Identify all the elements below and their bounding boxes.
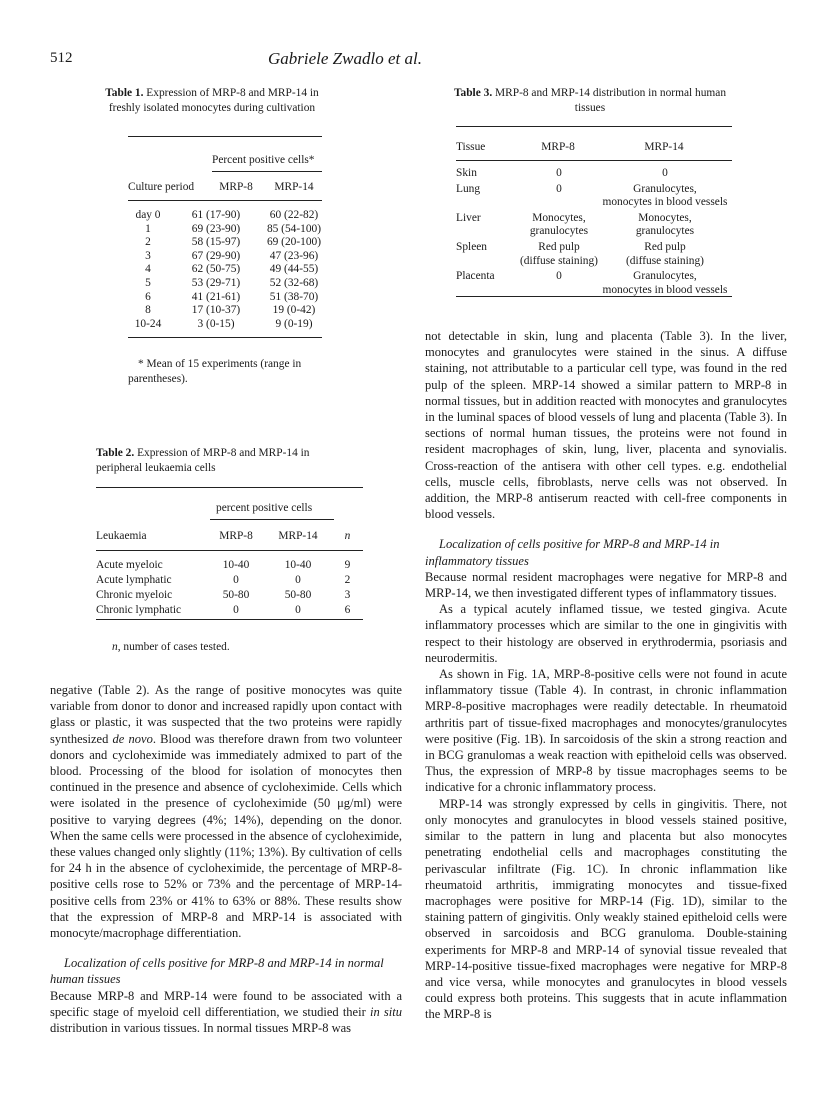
- table1-label: Table 1.: [105, 87, 144, 99]
- table-cell: 9: [344, 559, 351, 571]
- table-cell: 41 (21-61): [191, 290, 241, 303]
- table3-row: [456, 241, 732, 270]
- section-heading-normal-tissues: Localization of cells positive for MRP-8 and MRP-14 in normal human tissues: [50, 956, 384, 987]
- table2-footnote-n: n: [112, 641, 118, 653]
- table1-footnote: * Mean of 15 experiments (range in parentheses).: [128, 358, 302, 385]
- table-cell: Red pulp (diffuse staining): [520, 240, 598, 267]
- table-cell: 69 (23-90): [191, 222, 241, 235]
- table1-body: [128, 209, 324, 331]
- table3-top-rule: [456, 126, 732, 127]
- table3-header: Tissue: [456, 141, 486, 153]
- table1-row: [128, 277, 324, 291]
- table2-label: Table 2.: [96, 447, 135, 459]
- table-cell: Acute lymphatic: [96, 574, 172, 587]
- paragraph: As a typical acutely inflamed tissue, we tested gingiva. Acute inflammatory processes which are similar to the one in gingivitis with respect to their histology are observed in erythrodermia, psoriasis and neurodermitis.: [425, 602, 787, 665]
- table-cell: 51 (38-70): [269, 290, 319, 303]
- table3-header-rule: [456, 160, 732, 161]
- table2-row: [96, 604, 363, 619]
- table2-caption: [96, 446, 346, 475]
- table1-header-row: [128, 181, 324, 195]
- text-run: distribution in various tissues. In normal tissues MRP-8 was: [50, 1021, 352, 1036]
- table1-bottom-rule: [128, 337, 322, 338]
- table-cell: Skin: [456, 167, 477, 179]
- table2-header: MRP-8: [219, 530, 253, 542]
- table-cell: 3: [145, 249, 151, 262]
- table-cell: Chronic lymphatic: [96, 604, 182, 617]
- table1-row: [128, 236, 324, 250]
- table-cell: Monocytes, granulocytes: [635, 211, 695, 238]
- table3-header: MRP-8: [541, 141, 575, 153]
- table-cell: 2: [145, 236, 151, 249]
- section-heading-inflammatory-tissues: Localization of cells positive for MRP-8 and MRP-14 in inflammatory tissues: [425, 537, 720, 568]
- table2-footnote-text: , number of cases tested.: [117, 641, 230, 653]
- table1-header: Culture period: [128, 181, 195, 193]
- table-cell: 85 (54-100): [266, 222, 322, 235]
- table1-span-header: Percent positive cells*: [212, 154, 315, 166]
- table2-bottom-rule: [96, 619, 363, 620]
- table-cell: 10-40: [222, 559, 250, 571]
- paragraph: [50, 988, 402, 1037]
- table-cell: 9 (0-19): [275, 317, 313, 330]
- table-cell: 4: [145, 263, 151, 276]
- table-cell: 50-80: [284, 589, 312, 602]
- table-cell: 0: [233, 574, 239, 587]
- table-cell: 0: [556, 167, 562, 179]
- table-cell: 69 (20-100): [266, 236, 322, 249]
- table3-row: [456, 167, 732, 183]
- table1-row: [128, 304, 324, 318]
- text-run: . Blood was therefore drawn from two volunteer donors and cycloheximide was immediately admixed to part of the blood. Processing of the blood for isolation of monocytes then continued in the presence and absence of cycloheximide. Cells which were isolated in the presence of cycloheximide (50 μg/ml) were positive to varying degrees (4%; 14%), depending on the donor. When the same cells were processed in the absence of cycloheximide, these values changed only slightly (11%; 13%). By cultivation of cells for 24 h in the absence of cycloheximide, the percentage of MRP-8-positive cells rose to 52% or 73% and the percentage of MRP-14-positive cells from 23% or 41% to 63% or 88%. These results show that the expression of MRP-8 and MRP-14 is associated with monocyte/macrophage differentiation.: [50, 731, 402, 941]
- table-cell: Chronic myeloic: [96, 589, 173, 602]
- table1-row: [128, 209, 324, 223]
- table-cell: 5: [145, 276, 151, 289]
- table3-label: Table 3.: [453, 87, 493, 99]
- paragraph: not detectable in skin, lung and placenta (Table 3). In the liver, monocytes and granulocytes were stained in the sinus. A diffuse staining, not attributable to a particular cell type, was found in the red pulp of the spleen. MRP-14 showed a similar pattern to MRP-8 in normal tissues, but in addition reacted with monocytes and granulocytes in the luminal spaces of blood vessels of lung and placenta (Table 3). In sections of normal human tissues, the proteins were not found in resident macrophages of skin, lung, liver, placenta and synovialis. Cross-reaction of the antisera with other cell types. e.g. endothelial cells, muscle cells, fibroblasts, nerve cells was not observed. In addition, the MRP-8 antiserum reacted with cell-free components in blood vessels.: [425, 329, 787, 522]
- table-cell: 1: [145, 222, 151, 235]
- paragraph: MRP-14 was strongly expressed by cells in gingivitis. There, not only monocytes and granulocytes in blood vessels stained positive, similar to the pattern in lung and placenta but also monocytes penetrating endothelial cells and macrophages constituting the perivascular infiltrate (Fig. 1C). In chronic inflammation like rheumatoid arthritis, immigrating monocytes and tissue-fixed macrophages were positive for MRP-14 (Fig. 1D), similar to the staining pattern of gingivitis. Only weakly stained epitheloid cells were observed in sarcoidosis and BCG granuloma. Double-staining experiments for MRP-8 and MRP-14 of synovial tissue revealed that MRP-14-positive tissue-fixed macrophages were negative for MRP-8 and vice versa, while monocytes and granulocytes in blood vessels could express both proteins. This suggests that in acute inflammation the MRP-8 is: [425, 796, 787, 1022]
- table-cell: 0: [556, 182, 562, 195]
- text-run: Because MRP-8 and MRP-14 were found to be associated with a specific stage of myeloid cell differentiation, we studied their: [50, 988, 402, 1019]
- table1-header: MRP-8: [219, 181, 253, 193]
- table-cell: 10-40: [284, 559, 312, 571]
- table1-row: [128, 223, 324, 237]
- paragraph: As shown in Fig. 1A, MRP-8-positive cells were not found in acute inflammatory tissue (Table 4). In contrast, in chronic inflammation MRP-8-positive macrophages were readily detectable. In rheumatoid arthritis part of tissue-fixed macrophages and monocytes/granulocytes were positive (Fig. 1B). In sarcoidosis of the skin a strong reaction and in BCG granulomas a weak reaction with epitheloid cells was observed. Thus, the expression of MRP-8 by tissue macrophages seems to be indicative for a chronic inflammatory process.: [425, 667, 787, 795]
- table-cell: day 0: [135, 209, 161, 221]
- table1-top-rule: [128, 136, 322, 137]
- table3-body: [456, 167, 732, 299]
- table-cell: 49 (44-55): [269, 263, 319, 276]
- table1-row: [128, 263, 324, 277]
- table2-span-rule: [210, 519, 334, 520]
- table-cell: 6: [344, 604, 351, 617]
- table2-row: [96, 559, 363, 574]
- table-cell: 0: [295, 574, 301, 587]
- table-cell: 0: [662, 167, 668, 179]
- table1-caption-text: Expression of MRP-8 and MRP-14 in freshly isolated monocytes during cultivation: [108, 87, 319, 114]
- table-cell: 17 (10-37): [191, 304, 241, 317]
- table2-footnote: [112, 640, 230, 655]
- table-cell: 0: [295, 604, 301, 617]
- table2-header-row: [96, 530, 363, 544]
- table3-row: [456, 183, 732, 212]
- table-cell: 8: [145, 304, 151, 317]
- text-run: negative (Table 2). As the range of positive monocytes was quite variable from donor to donor and increased rapidly upon contact with glass or plastic, it was suspected that the two proteins were rapidly synthesized: [50, 683, 402, 746]
- table-cell: Lung: [456, 182, 481, 195]
- table2-header: n: [344, 530, 351, 542]
- table-cell: Placenta: [456, 270, 495, 283]
- text-emphasis: in situ: [369, 1004, 402, 1019]
- table3-header-row: [456, 141, 732, 155]
- table-cell: 58 (15-97): [191, 236, 241, 249]
- table-cell: Monocytes, granulocytes: [529, 211, 589, 238]
- table3-caption-text: MRP-8 and MRP-14 distribution in normal human tissues: [495, 87, 727, 114]
- table2-body: [96, 559, 363, 619]
- table3-row: [456, 270, 732, 299]
- page-number: 512: [50, 50, 73, 66]
- table-cell: 52 (32-68): [269, 276, 319, 289]
- table-cell: Granulocytes, monocytes in blood vessels: [602, 182, 728, 209]
- table-cell: Liver: [456, 211, 481, 224]
- table-cell: 10-24: [134, 317, 162, 330]
- table3-bottom-rule: [456, 296, 732, 297]
- table2-span-header: percent positive cells: [216, 502, 313, 514]
- table1-caption: [96, 86, 328, 115]
- table3-row: [456, 212, 732, 241]
- right-column: [425, 328, 787, 1023]
- left-column: [50, 682, 402, 1036]
- table-cell: 53 (29-71): [191, 276, 241, 289]
- table-cell: 61 (17-90): [191, 209, 241, 221]
- table-cell: 62 (50-75): [191, 263, 241, 276]
- table1-span-rule: [212, 171, 322, 172]
- table-cell: Red pulp (diffuse staining): [626, 240, 704, 267]
- table2-header-rule: [96, 550, 363, 551]
- table2-row: [96, 589, 363, 604]
- table-cell: 0: [556, 270, 562, 283]
- table1-row: [128, 250, 324, 264]
- table-cell: Granulocytes, monocytes in blood vessels: [602, 270, 728, 296]
- table-cell: 2: [344, 574, 351, 587]
- table3-header: MRP-14: [644, 141, 684, 153]
- table1-header: MRP-14: [274, 181, 314, 193]
- table2-caption-text: Expression of MRP-8 and MRP-14 in peripheral leukaemia cells: [96, 447, 310, 474]
- paragraph: Because normal resident macrophages were negative for MRP-8 and MRP-14, we then investigated different types of inflammatory tissues.: [425, 569, 787, 601]
- table-cell: 67 (29-90): [191, 249, 241, 262]
- table-cell: 0: [233, 604, 239, 617]
- table-cell: 50-80: [222, 589, 250, 602]
- table2-header: MRP-14: [278, 530, 318, 542]
- table2-row: [96, 574, 363, 589]
- table-cell: Acute myeloic: [96, 559, 163, 571]
- paragraph: [50, 682, 402, 941]
- table-cell: Spleen: [456, 240, 488, 253]
- running-head: Gabriele Zwadlo et al.: [268, 49, 422, 68]
- table-cell: 6: [145, 290, 151, 303]
- table-cell: 3: [344, 589, 351, 602]
- table2-top-rule: [96, 487, 363, 488]
- table2-header: Leukaemia: [96, 530, 147, 542]
- table-cell: 3 (0-15): [197, 317, 235, 330]
- text-emphasis: de novo: [112, 731, 153, 746]
- table1-row: [128, 291, 324, 305]
- table1-row: [128, 318, 324, 332]
- table-cell: 19 (0-42): [272, 304, 316, 317]
- table3-caption: [448, 86, 732, 115]
- table-cell: 47 (23-96): [269, 249, 319, 262]
- table-cell: 60 (22-82): [269, 209, 319, 221]
- table1-header-rule: [128, 200, 322, 201]
